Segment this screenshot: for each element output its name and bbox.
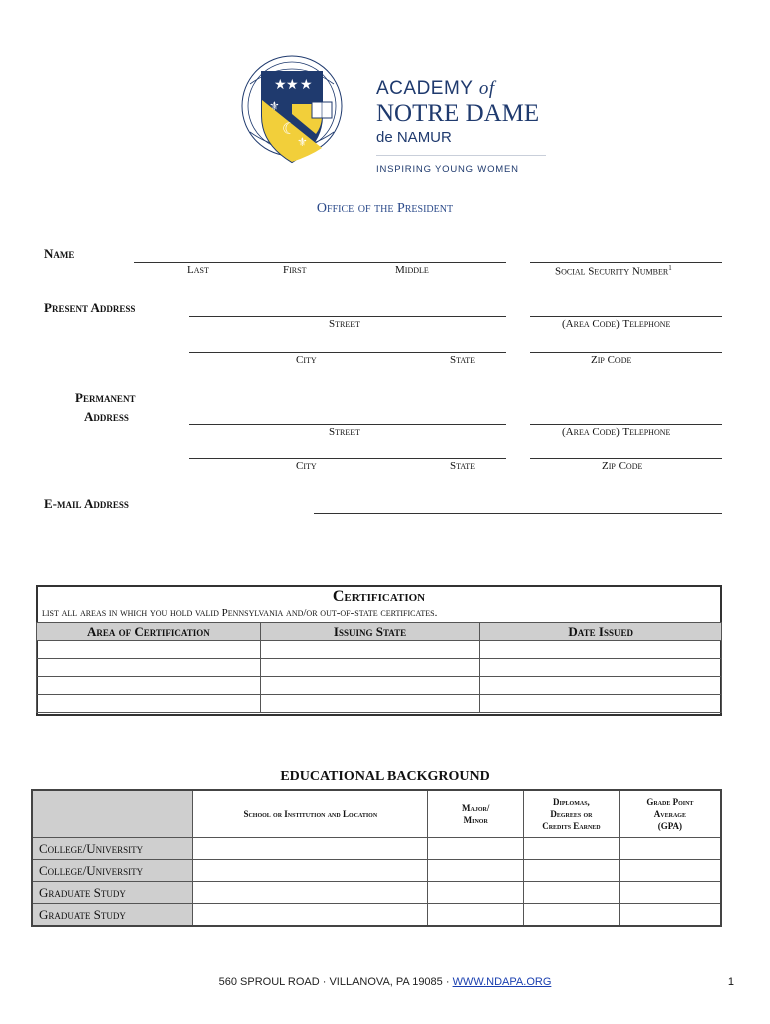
city-caption: City xyxy=(296,354,317,366)
email-field[interactable] xyxy=(314,513,722,514)
permanent-zip-field[interactable] xyxy=(530,458,722,459)
cert-cell[interactable] xyxy=(37,641,261,659)
edu-cell[interactable] xyxy=(524,882,620,904)
col-issuing-state: Issuing State xyxy=(260,623,480,641)
cert-cell[interactable] xyxy=(260,641,480,659)
col-school: School or Institution and Location xyxy=(193,790,428,838)
permanent-phone-field[interactable] xyxy=(530,424,722,425)
school-crest xyxy=(240,44,350,184)
col-diplomas: Diplomas, Degrees or Credits Earned xyxy=(524,790,620,838)
svg-text:★: ★ xyxy=(274,77,287,93)
edu-cell[interactable] xyxy=(619,860,721,882)
state-caption: State xyxy=(450,354,476,366)
website-link[interactable]: WWW.NDAPA.ORG xyxy=(452,976,552,988)
edu-cell[interactable] xyxy=(193,860,428,882)
edu-cell[interactable] xyxy=(619,904,721,927)
table-row xyxy=(37,695,722,713)
edu-cell[interactable] xyxy=(428,860,524,882)
svg-text:☾: ☾ xyxy=(282,119,297,138)
ssn-caption: Social Security Number$^1$ xyxy=(555,264,672,278)
cert-cell[interactable] xyxy=(260,659,480,677)
cert-cell[interactable] xyxy=(480,695,722,713)
cert-cell[interactable] xyxy=(480,659,722,677)
present-zip-field[interactable] xyxy=(530,352,722,353)
edu-cell[interactable] xyxy=(524,904,620,927)
cert-cell[interactable] xyxy=(480,677,722,695)
svg-text:⚜: ⚜ xyxy=(269,99,280,113)
row-label: Graduate Study xyxy=(32,882,193,904)
row-label: College/University xyxy=(32,838,193,860)
zip-caption: Zip Code xyxy=(591,354,632,366)
present-street-field[interactable] xyxy=(189,316,506,317)
name-field[interactable] xyxy=(134,262,506,263)
zip-caption-2: Zip Code xyxy=(602,460,643,472)
phone-caption-2: (Area Code) Telephone xyxy=(562,426,671,438)
permanent-street-field[interactable] xyxy=(189,424,506,425)
table-row xyxy=(32,838,721,860)
col-date-issued: Date Issued xyxy=(480,623,722,641)
cert-cell[interactable] xyxy=(37,677,261,695)
present-city-field[interactable] xyxy=(189,352,506,353)
street-caption: Street xyxy=(329,318,361,330)
last-caption: Last xyxy=(187,264,209,276)
cert-cell[interactable] xyxy=(260,677,480,695)
city-caption-2: City xyxy=(296,460,317,472)
middle-caption: Middle xyxy=(395,264,429,276)
edu-cell[interactable] xyxy=(428,838,524,860)
table-row xyxy=(32,860,721,882)
table-row xyxy=(37,659,722,677)
brand-line-2: NOTRE DAME xyxy=(376,100,540,127)
present-phone-field[interactable] xyxy=(530,316,722,317)
table-row xyxy=(37,677,722,695)
col-gpa: Grade Point Average (GPA) xyxy=(619,790,721,838)
edu-cell[interactable] xyxy=(524,838,620,860)
edu-cell[interactable] xyxy=(619,882,721,904)
table-row xyxy=(32,904,721,927)
brand-line-1: ACADEMY of xyxy=(376,78,495,99)
brand-line-3: de NAMUR xyxy=(376,129,452,146)
svg-text:★: ★ xyxy=(286,77,299,93)
row-label: College/University xyxy=(32,860,193,882)
table-row xyxy=(37,641,722,659)
footer-address: 560 SPROUL ROAD · VILLANOVA, PA 19085 · WWW.NDAPA.ORG xyxy=(218,976,552,988)
page-number: 1 xyxy=(727,976,734,988)
phone-caption: (Area Code) Telephone xyxy=(562,318,671,330)
edu-cell[interactable] xyxy=(428,882,524,904)
office-title: Office of the President xyxy=(316,201,454,216)
cert-cell[interactable] xyxy=(480,641,722,659)
row-label: Graduate Study xyxy=(32,904,193,927)
edu-cell[interactable] xyxy=(193,838,428,860)
email-label: E-mail Address xyxy=(44,496,129,511)
first-caption: First xyxy=(283,264,307,276)
edu-cell[interactable] xyxy=(524,860,620,882)
svg-text:★: ★ xyxy=(300,77,313,93)
certification-table xyxy=(36,622,722,713)
certification-title: Certification xyxy=(332,588,426,605)
education-title: EDUCATIONAL BACKGROUND xyxy=(280,769,490,784)
edu-cell[interactable] xyxy=(193,904,428,927)
svg-text:⚜: ⚜ xyxy=(297,135,308,149)
edu-cell[interactable] xyxy=(193,882,428,904)
cert-cell[interactable] xyxy=(37,695,261,713)
present-address-label: Present Address xyxy=(44,300,136,315)
col-major: Major/ Minor xyxy=(428,790,524,838)
edu-cell[interactable] xyxy=(619,838,721,860)
cert-cell[interactable] xyxy=(37,659,261,677)
state-caption-2: State xyxy=(450,460,476,472)
education-table xyxy=(31,789,722,927)
table-row xyxy=(32,882,721,904)
name-label: Name xyxy=(44,246,75,261)
street-caption-2: Street xyxy=(329,426,361,438)
permanent-label-1: Permanent xyxy=(75,390,136,405)
certification-instruction: list all areas in which you hold valid Pennsylvania and/or out-of-state certificates. xyxy=(42,607,438,619)
permanent-city-field[interactable] xyxy=(189,458,506,459)
ssn-field[interactable] xyxy=(530,262,722,263)
blank-header xyxy=(32,790,193,838)
permanent-label-2: Address xyxy=(84,409,129,424)
col-area: Area of Certification xyxy=(37,623,261,641)
brand-tagline: INSPIRING YOUNG WOMEN xyxy=(376,164,519,175)
cert-cell[interactable] xyxy=(260,695,480,713)
edu-cell[interactable] xyxy=(428,904,524,927)
brand-divider xyxy=(376,155,546,156)
